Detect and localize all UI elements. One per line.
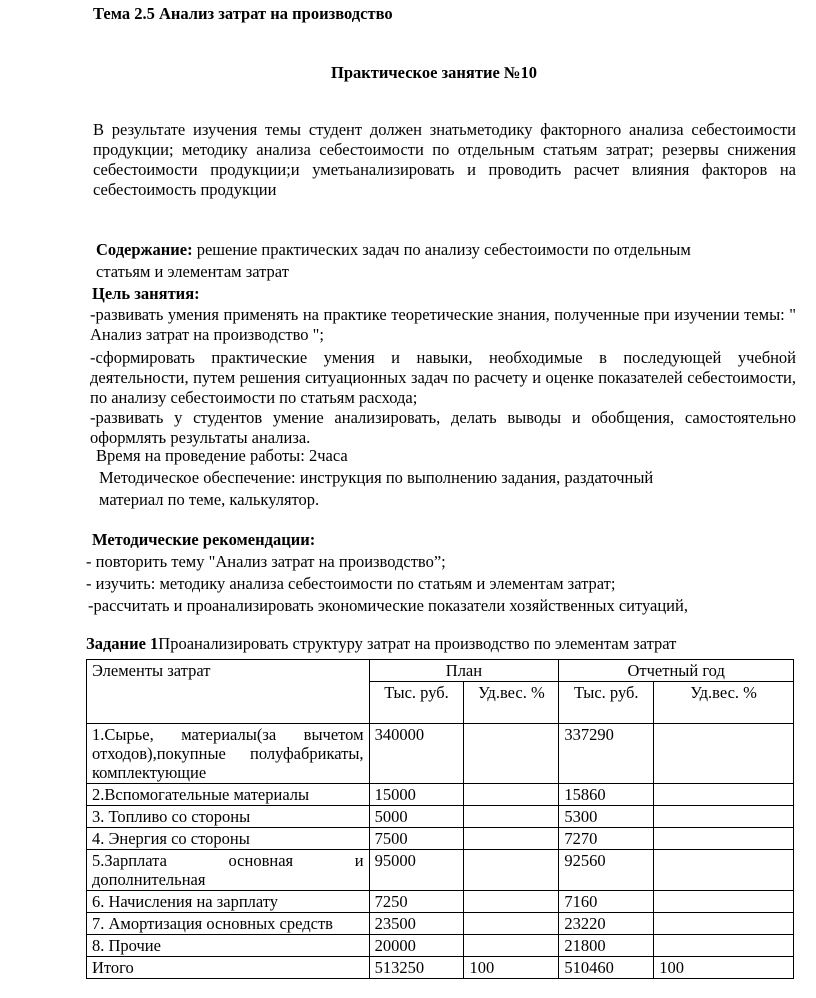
row-actual-rub: 7270 bbox=[559, 828, 654, 850]
row-name: 3. Топливо со стороны bbox=[87, 806, 370, 828]
subheader-actual-rub: Тыс. руб. bbox=[559, 682, 654, 724]
row-actual-share bbox=[654, 806, 794, 828]
row-plan-rub: 23500 bbox=[369, 913, 464, 935]
method-support-line-2: материал по теме, калькулятор. bbox=[99, 490, 320, 509]
recommendation-item: - повторить тему "Анализ затрат на производство”; bbox=[86, 552, 446, 571]
row-actual-share bbox=[654, 784, 794, 806]
task-label: Задание 1 bbox=[86, 634, 159, 653]
row-plan-rub: 15000 bbox=[369, 784, 464, 806]
row-actual-share bbox=[654, 724, 794, 784]
row-plan-share: 100 bbox=[464, 957, 559, 979]
subheader-plan-share: Уд.вес. % bbox=[464, 682, 559, 724]
header-plan: План bbox=[369, 660, 559, 682]
table-row bbox=[87, 724, 794, 784]
lesson-title: Практическое занятие №10 bbox=[331, 63, 537, 82]
task-line bbox=[86, 634, 676, 654]
content-label: Содержание: bbox=[96, 240, 193, 259]
row-actual-share bbox=[654, 828, 794, 850]
row-plan-rub: 340000 bbox=[369, 724, 464, 784]
row-plan-share bbox=[464, 724, 559, 784]
row-actual-rub: 7160 bbox=[559, 891, 654, 913]
row-name: Итого bbox=[87, 957, 370, 979]
row-plan-rub: 513250 bbox=[369, 957, 464, 979]
table-row bbox=[87, 935, 794, 957]
time-text: Время на проведение работы: 2часа bbox=[96, 446, 348, 465]
row-actual-rub: 337290 bbox=[559, 724, 654, 784]
intro-paragraph bbox=[93, 120, 796, 200]
table-row bbox=[87, 828, 794, 850]
row-actual-rub: 510460 bbox=[559, 957, 654, 979]
table-header-row bbox=[87, 660, 794, 682]
page-heading: Тема 2.5 Анализ затрат на производство bbox=[93, 4, 393, 23]
row-actual-share: 100 bbox=[654, 957, 794, 979]
table-row bbox=[87, 784, 794, 806]
goal-item: -развивать у студентов умение анализировать, делать выводы и обобщения, самостоятельно оформлять результаты анализа. bbox=[90, 408, 796, 447]
subheader-plan-rub: Тыс. руб. bbox=[369, 682, 464, 724]
row-plan-rub: 20000 bbox=[369, 935, 464, 957]
row-name: 4. Энергия со стороны bbox=[87, 828, 370, 850]
table-row bbox=[87, 891, 794, 913]
goal-item: -развивать умения применять на практике теоретические знания, полученные при изучении темы: " Анализ затрат на производство "; bbox=[90, 305, 796, 344]
row-actual-share bbox=[654, 913, 794, 935]
recommendation-item: - изучить: методику анализа себестоимости по статьям и элементам затрат; bbox=[86, 574, 616, 593]
row-name: 5.Зарплата основная и дополнительная bbox=[87, 850, 370, 891]
row-actual-share bbox=[654, 891, 794, 913]
row-plan-share bbox=[464, 913, 559, 935]
row-name: 8. Прочие bbox=[87, 935, 370, 957]
task-text: Проанализировать структуру затрат на производство по элементам затрат bbox=[158, 634, 677, 653]
row-actual-share bbox=[654, 935, 794, 957]
goal-list bbox=[90, 305, 796, 448]
row-name: 7. Амортизация основных средств bbox=[87, 913, 370, 935]
table-row bbox=[87, 806, 794, 828]
row-name: 2.Вспомогательные материалы bbox=[87, 784, 370, 806]
row-plan-share bbox=[464, 935, 559, 957]
row-name: 1.Сырье, материалы(за вычетом отходов),покупные полуфабрикаты, комплектующие bbox=[87, 724, 370, 784]
header-elements: Элементы затрат bbox=[87, 660, 370, 724]
row-actual-rub: 15860 bbox=[559, 784, 654, 806]
table-total-row bbox=[87, 957, 794, 979]
subheader-actual-share: Уд.вес. % bbox=[654, 682, 794, 724]
row-plan-share bbox=[464, 891, 559, 913]
goal-item: -сформировать практические умения и навыки, необходимые в последующей учебной деятельности, путем решения ситуационных задач по расчету и оценке показателей себестоимости, по анализу себестоимости по статьям расхода; bbox=[90, 348, 796, 407]
table-row bbox=[87, 850, 794, 891]
content-line-1 bbox=[96, 240, 691, 260]
recommendation-item: -рассчитать и проанализировать экономические показатели хозяйственных ситуаций, bbox=[88, 596, 688, 615]
row-plan-rub: 7250 bbox=[369, 891, 464, 913]
intro-text: В результате изучения темы студент должен знатьметодику факторного анализа себестоимости продукции; методику анализа себестоимости по отдельным статьям затрат; резервы снижения себестоимости продукции;и уметьанализировать и проводить расчет влияния факторов на себестоимость продукции bbox=[93, 120, 796, 199]
header-actual: Отчетный год bbox=[559, 660, 794, 682]
cost-structure-table bbox=[86, 659, 794, 979]
recommendations-label: Методические рекомендации: bbox=[92, 530, 316, 549]
row-plan-share bbox=[464, 806, 559, 828]
row-plan-rub: 7500 bbox=[369, 828, 464, 850]
row-plan-share bbox=[464, 850, 559, 891]
row-actual-share bbox=[654, 850, 794, 891]
row-actual-rub: 92560 bbox=[559, 850, 654, 891]
method-support-line-1: Методическое обеспечение: инструкция по выполнению задания, раздаточный bbox=[99, 468, 654, 487]
row-actual-rub: 5300 bbox=[559, 806, 654, 828]
row-name: 6. Начисления на зарплату bbox=[87, 891, 370, 913]
table-row bbox=[87, 913, 794, 935]
content-text-1: решение практических задач по анализу себестоимости по отдельным bbox=[192, 240, 691, 259]
row-actual-rub: 21800 bbox=[559, 935, 654, 957]
row-plan-rub: 5000 bbox=[369, 806, 464, 828]
row-plan-rub: 95000 bbox=[369, 850, 464, 891]
content-line-2: статьям и элементам затрат bbox=[96, 262, 289, 281]
row-actual-rub: 23220 bbox=[559, 913, 654, 935]
row-plan-share bbox=[464, 784, 559, 806]
goal-label: Цель занятия: bbox=[92, 284, 200, 303]
row-plan-share bbox=[464, 828, 559, 850]
